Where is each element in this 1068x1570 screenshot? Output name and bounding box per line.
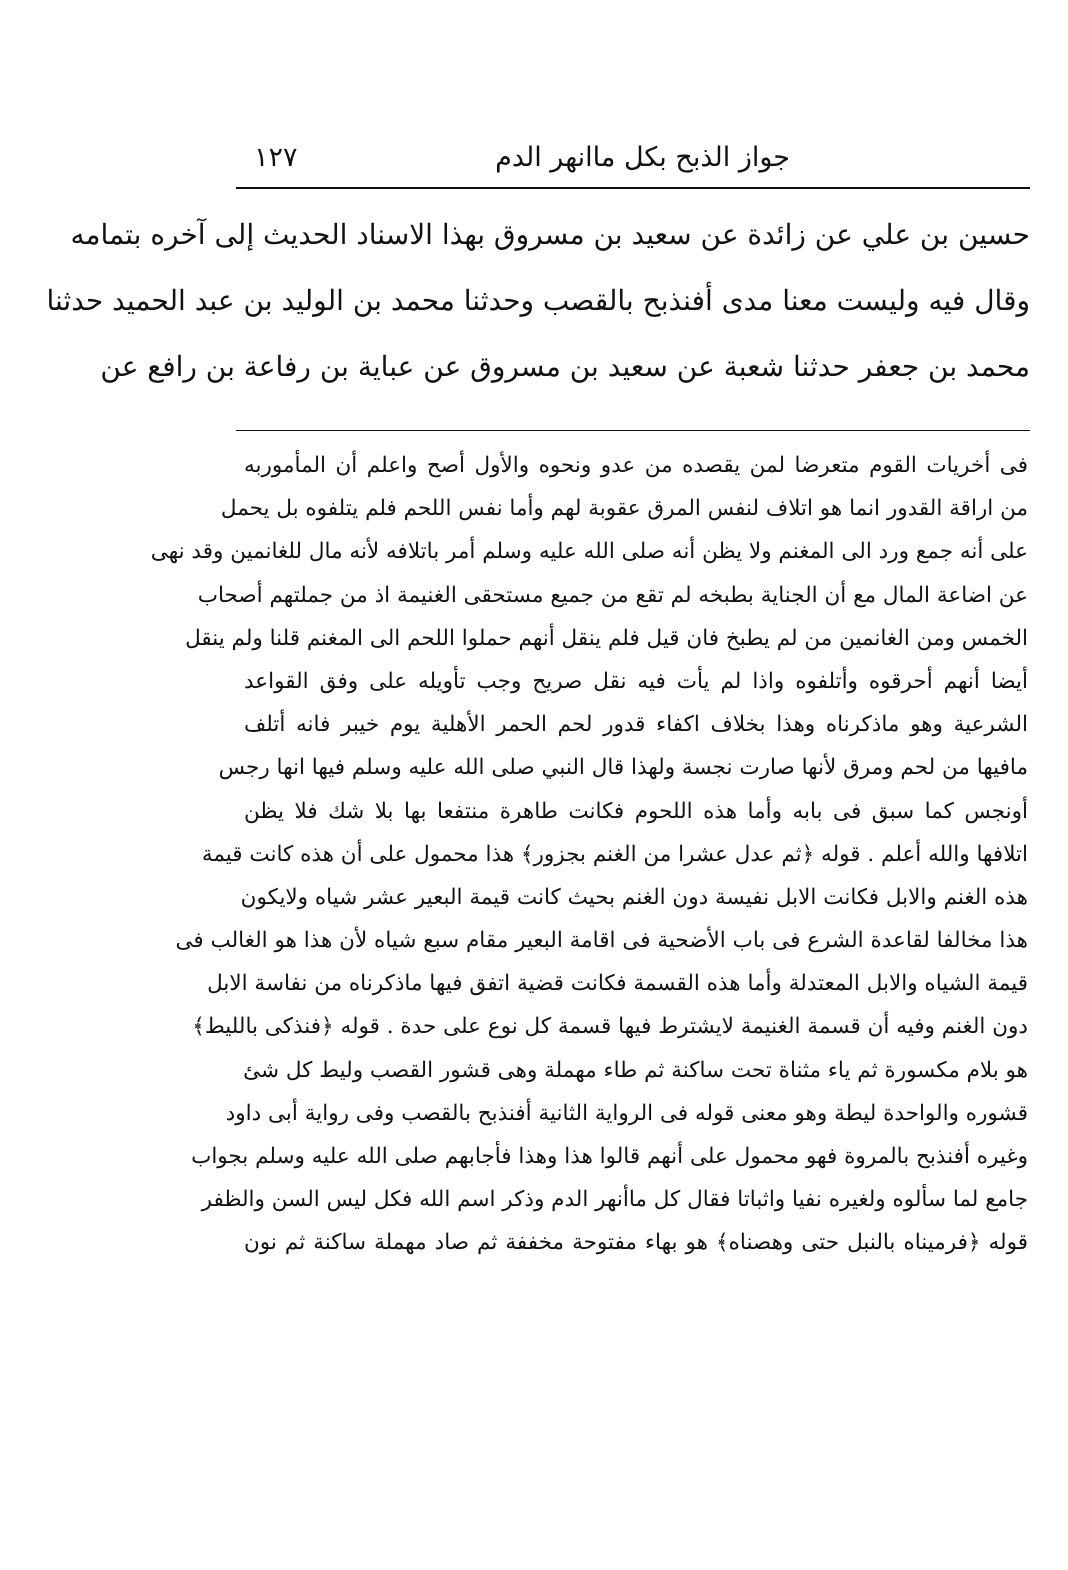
commentary-line: على أنه جمع ورد الى المغنم ولا يظن أنه صلى الله عليه وسلم أمر باتلافه لأنه مال للغانمين وقد نهى (150, 539, 1028, 565)
commentary-line: هذا مخالفا لقاعدة الشرع فى باب الأضحية فى اقامة البعير مقام سبع شياه لأن هذا هو الغالب فى (175, 928, 1028, 954)
hadith-line: وقال فيه وليست معنا مدى أفنذبح بالقصب وحدثنا محمد بن الوليد بن عبد الحميد حدثنا (46, 284, 1030, 317)
commentary-line: قوله ﴿فرميناه بالنبل حتى وهصناه﴾ هو بهاء مفتوحة مخففة ثم صاد مهملة ساكنة ثم نون (244, 1230, 1028, 1256)
commentary-line: أيضا أنهم أحرقوه وأتلفوه واذا لم يأت فيه نقل صريح وجب تأويله على وفق القواعد (244, 668, 1028, 694)
section-divider (236, 430, 1030, 431)
header-title: جواز الذبح بكل ماانهر الدم (495, 142, 790, 173)
commentary-line: عن اضاعة المال مع أن الجناية بطبخه لم تقع من جميع مستحقى الغنيمة اذ من جملتهم أصحاب (197, 582, 1028, 608)
commentary-line: هذه الغنم والابل فكانت الابل نفيسة دون الغنم بحيث كانت قيمة البعير عشر شياه ولايكون (240, 884, 1028, 910)
commentary-line: جامع لما سألوه ولغيره نفيا واثباتا فقال كل ماأنهر الدم وذكر اسم الله فكل ليس السن والظفر (201, 1187, 1028, 1213)
header-rule (236, 187, 1030, 189)
commentary-line: اتلافها والله أعلم . قوله ﴿ثم عدل عشرا من الغنم بجزور﴾ هذا محمول على أن هذه كانت قيمة (201, 841, 1028, 867)
commentary-line: الشرعية وهو ماذكرناه وهذا بخلاف اكفاء قدور لحم الحمر الأهلية يوم خيبر فانه أتلف (244, 712, 1028, 738)
commentary-line: هو بلام مكسورة ثم ياء مثناة تحت ساكنة ثم طاء مهملة وهى قشور القصب وليط كل شئ (243, 1057, 1028, 1083)
hadith-line: حسين بن علي عن زائدة عن سعيد بن مسروق بهذا الاسناد الحديث إلى آخره بتمامه (70, 218, 1030, 251)
hadith-text-block (46, 202, 1030, 400)
commentary-line: وغيره أفنذبح بالمروة فهو محمول على أنهم قالوا هذا وهذا فأجابهم صلى الله عليه وسلم بجواب (191, 1144, 1028, 1169)
commentary-line: مافيها من لحم ومرق لأنها صارت نجسة ولهذا قال النبي صلى الله عليه وسلم فيها انها رجس (218, 755, 1028, 781)
commentary-line: قشوره والواحدة ليطة وهو معنى قوله فى الرواية الثانية أفنذبح بالقصب وفى رواية أبى داود (225, 1100, 1028, 1126)
running-header (236, 138, 1030, 182)
commentary-line: أونجس كما سبق فى بابه وأما هذه اللحوم فكانت طاهرة منتفعا بها بلا شك فلا يظن (244, 798, 1029, 824)
commentary-line: من اراقة القدور انما هو اتلاف لنفس المرق عقوبة لهم وأما نفس اللحم فلم يتلفوه بل يحمل (220, 496, 1028, 522)
commentary-text-block (150, 444, 1029, 1265)
page-number: ١٢٧ (254, 142, 298, 173)
hadith-line: محمد بن جعفر حدثنا شعبة عن سعيد بن مسروق عن عباية بن رفاعة بن رافع عن (100, 350, 1030, 383)
commentary-line: قيمة الشياه والابل المعتدلة وأما هذه القسمة فكانت قضية اتفق فيها ماذكرناه من نفاسة الابل (207, 971, 1028, 997)
commentary-line: فى أخريات القوم متعرضا لمن يقصده من عدو ونحوه والأول أصح واعلم أن المأموربه (244, 453, 1028, 478)
commentary-line: دون الغنم وفيه أن قسمة الغنيمة لايشترط فيها قسمة كل نوع على حدة . قوله ﴿فنذكى بالليط﴾ (192, 1014, 1028, 1040)
commentary-line: الخمس ومن الغانمين من لم يطبخ فان قيل فلم ينقل أنهم حملوا اللحم الى المغنم قلنا ولم ينقل (185, 625, 1028, 651)
